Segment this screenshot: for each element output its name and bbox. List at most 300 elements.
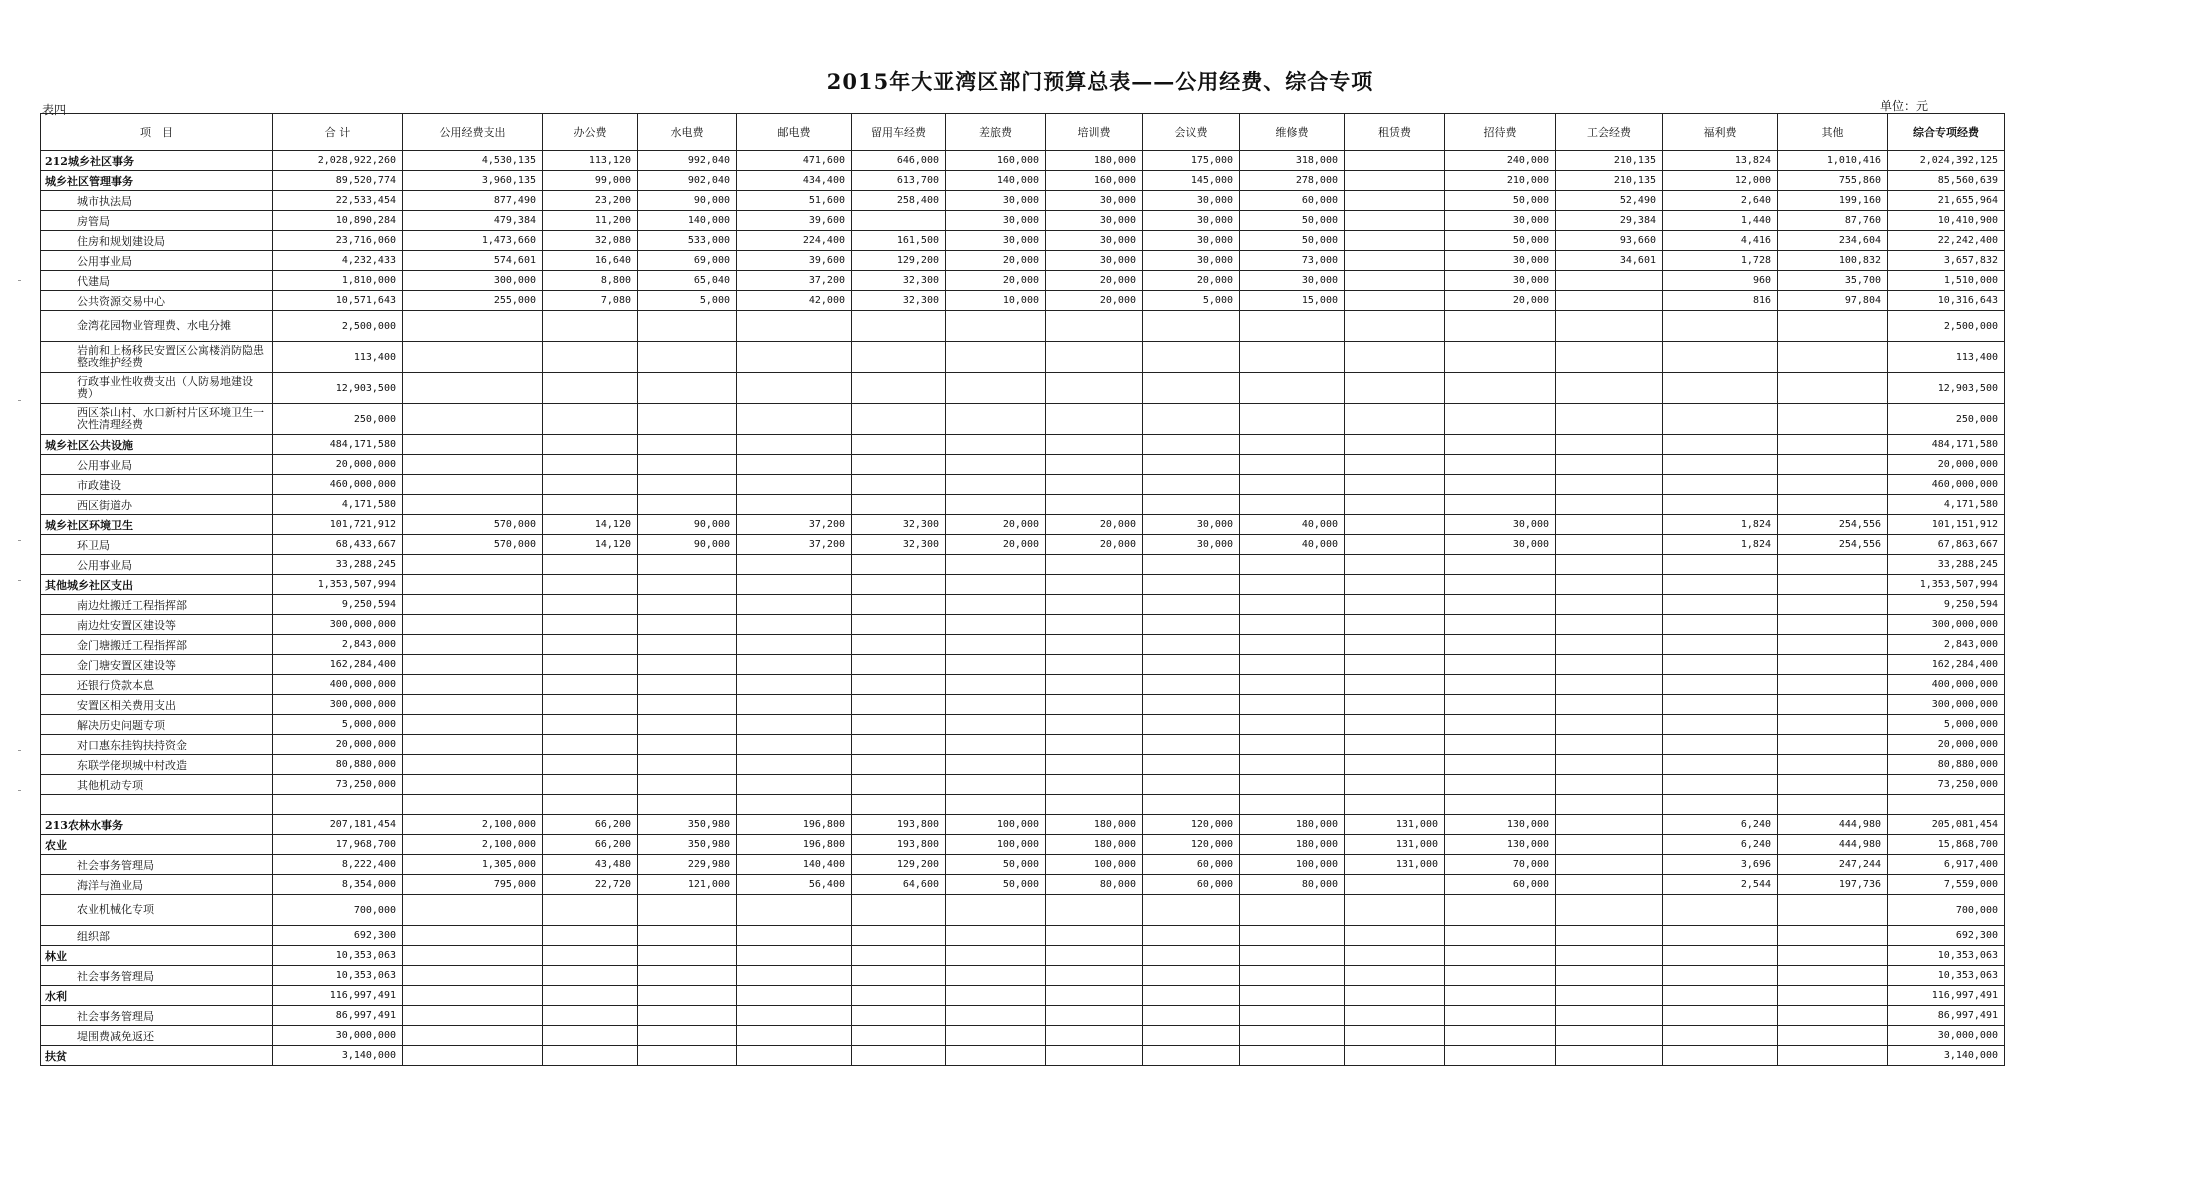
row-value-cell	[543, 1026, 638, 1046]
row-value-cell	[1663, 615, 1778, 635]
row-value-cell: 145,000	[1143, 171, 1240, 191]
row-value-cell: 101,721,912	[273, 515, 403, 535]
row-value-cell: 100,000	[946, 835, 1046, 855]
row-value-cell	[1556, 555, 1663, 575]
unit-label: 单位：元	[1880, 99, 1929, 113]
row-value-cell	[1345, 655, 1445, 675]
row-value-cell	[1556, 1046, 1663, 1066]
row-value-cell	[1345, 515, 1445, 535]
row-value-cell: 1,510,000	[1888, 271, 2005, 291]
row-value-cell: 700,000	[1888, 895, 2005, 926]
row-value-cell: 5,000	[638, 291, 737, 311]
row-value-cell	[1778, 373, 1888, 404]
row-value-cell	[1046, 635, 1143, 655]
row-value-cell: 30,000,000	[1888, 1026, 2005, 1046]
row-value-cell: 12,903,500	[273, 373, 403, 404]
row-value-cell	[638, 311, 737, 342]
row-item-name: 公用事业局	[41, 251, 273, 271]
row-value-cell	[1240, 1006, 1345, 1026]
row-value-cell: 180,000	[1240, 815, 1345, 835]
row-value-cell: 50,000	[1240, 231, 1345, 251]
row-value-cell: 73,250,000	[1888, 775, 2005, 795]
row-value-cell: 33,288,245	[273, 555, 403, 575]
row-value-cell: 2,100,000	[403, 835, 543, 855]
row-item-name: 解决历史问题专项	[41, 715, 273, 735]
row-value-cell	[543, 435, 638, 455]
table-row	[41, 735, 2005, 755]
row-value-cell	[1240, 675, 1345, 695]
row-value-cell	[543, 795, 638, 815]
row-value-cell	[737, 926, 852, 946]
row-item-name: 城乡社区环境卫生	[41, 515, 273, 535]
row-value-cell: 22,242,400	[1888, 231, 2005, 251]
row-value-cell: 30,000	[1143, 515, 1240, 535]
row-value-cell	[737, 675, 852, 695]
row-value-cell	[852, 986, 946, 1006]
row-value-cell	[852, 946, 946, 966]
row-value-cell	[403, 946, 543, 966]
table-row	[41, 986, 2005, 1006]
row-value-cell	[1445, 755, 1556, 775]
row-value-cell: 87,760	[1778, 211, 1888, 231]
row-value-cell: 37,200	[737, 271, 852, 291]
row-value-cell: 10,353,063	[273, 966, 403, 986]
row-value-cell	[852, 575, 946, 595]
row-value-cell: 66,200	[543, 835, 638, 855]
row-value-cell	[946, 1046, 1046, 1066]
row-value-cell	[1143, 795, 1240, 815]
row-value-cell: 100,832	[1778, 251, 1888, 271]
row-value-cell	[1663, 895, 1778, 926]
row-value-cell	[1345, 946, 1445, 966]
row-value-cell	[1240, 373, 1345, 404]
row-value-cell: 9,250,594	[1888, 595, 2005, 615]
column-header: 招待费	[1445, 114, 1556, 151]
row-value-cell	[737, 735, 852, 755]
row-value-cell: 50,000	[1445, 231, 1556, 251]
row-value-cell	[852, 475, 946, 495]
row-value-cell	[1240, 615, 1345, 635]
row-value-cell	[1345, 311, 1445, 342]
row-value-cell	[1240, 342, 1345, 373]
row-value-cell	[737, 435, 852, 455]
row-value-cell	[543, 926, 638, 946]
row-value-cell	[1345, 1046, 1445, 1066]
row-value-cell	[1778, 775, 1888, 795]
row-item-name: 环卫局	[41, 535, 273, 555]
row-value-cell	[1556, 695, 1663, 715]
row-value-cell	[1778, 695, 1888, 715]
row-value-cell	[1345, 535, 1445, 555]
row-value-cell: 5,000,000	[1888, 715, 2005, 735]
row-value-cell	[403, 795, 543, 815]
table-number-label: 表四	[42, 103, 67, 117]
row-value-cell: 20,000,000	[273, 455, 403, 475]
row-value-cell	[1663, 675, 1778, 695]
row-value-cell: 254,556	[1778, 535, 1888, 555]
row-value-cell: 56,400	[737, 875, 852, 895]
row-value-cell	[852, 1006, 946, 1026]
row-value-cell	[1445, 475, 1556, 495]
row-value-cell: 4,171,580	[1888, 495, 2005, 515]
row-value-cell	[543, 595, 638, 615]
row-value-cell	[403, 373, 543, 404]
table-row	[41, 715, 2005, 735]
row-value-cell: 692,300	[1888, 926, 2005, 946]
row-value-cell	[737, 311, 852, 342]
row-value-cell: 10,353,063	[1888, 946, 2005, 966]
row-value-cell: 12,903,500	[1888, 373, 2005, 404]
row-value-cell	[638, 615, 737, 635]
row-value-cell	[1046, 575, 1143, 595]
row-value-cell: 52,490	[1556, 191, 1663, 211]
table-row	[41, 535, 2005, 555]
row-value-cell: 130,000	[1445, 835, 1556, 855]
row-value-cell: 30,000	[946, 231, 1046, 251]
row-value-cell: 10,890,284	[273, 211, 403, 231]
row-value-cell: 300,000,000	[273, 695, 403, 715]
row-value-cell	[1345, 455, 1445, 475]
row-value-cell	[1240, 1046, 1345, 1066]
row-value-cell	[1240, 495, 1345, 515]
row-item-name: 公用事业局	[41, 455, 273, 475]
row-item-name: 对口惠东挂钩扶持资金	[41, 735, 273, 755]
table-row	[41, 675, 2005, 695]
row-value-cell	[946, 404, 1046, 435]
row-value-cell: 2,500,000	[1888, 311, 2005, 342]
row-value-cell	[946, 675, 1046, 695]
table-row	[41, 495, 2005, 515]
row-value-cell	[1240, 966, 1345, 986]
row-value-cell	[638, 946, 737, 966]
row-value-cell: 30,000	[1143, 191, 1240, 211]
row-value-cell: 1,824	[1663, 515, 1778, 535]
row-value-cell: 193,800	[852, 815, 946, 835]
row-value-cell	[1345, 775, 1445, 795]
row-value-cell: 574,601	[403, 251, 543, 271]
row-value-cell: 254,556	[1778, 515, 1888, 535]
row-value-cell	[1240, 595, 1345, 615]
row-value-cell: 479,384	[403, 211, 543, 231]
row-item-name: 南边灶安置区建设等	[41, 615, 273, 635]
table-row	[41, 1046, 2005, 1066]
row-value-cell	[1143, 311, 1240, 342]
row-value-cell: 234,604	[1778, 231, 1888, 251]
row-value-cell: 20,000,000	[1888, 455, 2005, 475]
row-value-cell: 17,968,700	[273, 835, 403, 855]
table-row	[41, 595, 2005, 615]
row-value-cell: 278,000	[1240, 171, 1345, 191]
row-value-cell	[1046, 404, 1143, 435]
row-value-cell	[946, 755, 1046, 775]
row-value-cell: 755,860	[1778, 171, 1888, 191]
row-value-cell: 29,384	[1556, 211, 1663, 231]
row-value-cell	[403, 695, 543, 715]
row-value-cell	[1345, 1026, 1445, 1046]
row-value-cell	[1345, 251, 1445, 271]
row-value-cell: 50,000	[1240, 211, 1345, 231]
row-value-cell	[946, 435, 1046, 455]
row-value-cell	[737, 715, 852, 735]
row-value-cell	[638, 775, 737, 795]
row-value-cell	[1143, 675, 1240, 695]
row-value-cell	[852, 795, 946, 815]
row-value-cell	[1445, 373, 1556, 404]
column-header: 工会经费	[1556, 114, 1663, 151]
row-value-cell	[1345, 495, 1445, 515]
row-value-cell	[1663, 775, 1778, 795]
row-value-cell	[1445, 735, 1556, 755]
row-value-cell: 66,200	[543, 815, 638, 835]
row-value-cell	[1240, 435, 1345, 455]
row-value-cell: 400,000,000	[1888, 675, 2005, 695]
row-value-cell	[1240, 986, 1345, 1006]
row-value-cell: 11,200	[543, 211, 638, 231]
row-value-cell: 120,000	[1143, 835, 1240, 855]
row-value-cell	[852, 926, 946, 946]
row-value-cell	[1556, 595, 1663, 615]
row-value-cell: 35,700	[1778, 271, 1888, 291]
row-value-cell: 22,533,454	[273, 191, 403, 211]
row-value-cell: 4,416	[1663, 231, 1778, 251]
row-value-cell	[638, 966, 737, 986]
row-value-cell	[1445, 695, 1556, 715]
row-value-cell: 30,000	[946, 191, 1046, 211]
document-title: 2015年大亚湾区部门预算总表——公用经费、综合专项	[826, 69, 1374, 94]
row-value-cell	[852, 495, 946, 515]
table-row	[41, 946, 2005, 966]
row-value-cell	[1240, 715, 1345, 735]
row-value-cell: 255,000	[403, 291, 543, 311]
table-body	[41, 151, 2005, 1066]
row-item-name: 212城乡社区事务	[41, 151, 273, 171]
row-item-name	[41, 795, 273, 815]
row-value-cell	[1778, 342, 1888, 373]
row-value-cell: 80,880,000	[273, 755, 403, 775]
row-value-cell: 4,232,433	[273, 251, 403, 271]
row-value-cell	[403, 966, 543, 986]
row-value-cell	[1046, 373, 1143, 404]
row-value-cell	[1556, 946, 1663, 966]
row-value-cell: 60,000	[1143, 855, 1240, 875]
row-value-cell: 193,800	[852, 835, 946, 855]
column-header: 综合专项经费	[1888, 114, 2005, 151]
row-value-cell: 23,716,060	[273, 231, 403, 251]
row-value-cell: 69,000	[638, 251, 737, 271]
row-value-cell	[946, 311, 1046, 342]
row-value-cell: 30,000	[1143, 231, 1240, 251]
row-value-cell: 300,000	[403, 271, 543, 291]
row-value-cell	[1345, 795, 1445, 815]
row-value-cell: 224,400	[737, 231, 852, 251]
row-value-cell	[1445, 715, 1556, 735]
row-value-cell	[737, 455, 852, 475]
row-item-name: 213农林水事务	[41, 815, 273, 835]
row-value-cell	[1556, 635, 1663, 655]
row-item-name: 农业机械化专项	[41, 895, 273, 926]
row-value-cell	[638, 735, 737, 755]
row-value-cell	[1345, 595, 1445, 615]
row-value-cell: 4,530,135	[403, 151, 543, 171]
row-value-cell: 2,640	[1663, 191, 1778, 211]
row-value-cell	[1778, 311, 1888, 342]
row-value-cell	[638, 475, 737, 495]
row-value-cell	[403, 675, 543, 695]
row-value-cell	[1663, 595, 1778, 615]
row-value-cell	[403, 635, 543, 655]
row-value-cell: 73,250,000	[273, 775, 403, 795]
row-value-cell	[946, 495, 1046, 515]
row-value-cell: 34,601	[1556, 251, 1663, 271]
row-value-cell: 160,000	[1046, 171, 1143, 191]
row-value-cell	[1556, 495, 1663, 515]
row-value-cell	[1663, 1026, 1778, 1046]
row-value-cell	[852, 775, 946, 795]
row-value-cell	[1445, 895, 1556, 926]
table-row	[41, 895, 2005, 926]
row-value-cell	[1556, 291, 1663, 311]
row-value-cell	[1143, 435, 1240, 455]
row-value-cell	[737, 755, 852, 775]
column-header: 项 目	[41, 114, 273, 151]
row-value-cell: 30,000	[1445, 515, 1556, 535]
table-row	[41, 875, 2005, 895]
row-value-cell: 86,997,491	[273, 1006, 403, 1026]
row-value-cell	[543, 735, 638, 755]
row-value-cell	[1556, 926, 1663, 946]
row-value-cell	[403, 575, 543, 595]
row-value-cell: 80,000	[1240, 875, 1345, 895]
row-item-name: 金湾花园物业管理费、水电分摊	[41, 311, 273, 342]
row-value-cell	[403, 715, 543, 735]
row-value-cell: 140,400	[737, 855, 852, 875]
row-value-cell: 240,000	[1445, 151, 1556, 171]
row-value-cell: 1,353,507,994	[1888, 575, 2005, 595]
row-value-cell: 40,000	[1240, 535, 1345, 555]
row-value-cell: 20,000,000	[273, 735, 403, 755]
row-value-cell	[1345, 575, 1445, 595]
row-value-cell: 20,000	[946, 515, 1046, 535]
row-value-cell	[543, 311, 638, 342]
row-value-cell	[1778, 926, 1888, 946]
row-value-cell	[543, 615, 638, 635]
row-value-cell	[946, 795, 1046, 815]
row-item-name: 市政建设	[41, 475, 273, 495]
row-value-cell	[1445, 404, 1556, 435]
row-value-cell	[1143, 404, 1240, 435]
row-value-cell: 93,660	[1556, 231, 1663, 251]
row-value-cell	[737, 695, 852, 715]
row-value-cell	[737, 1006, 852, 1026]
row-value-cell	[1778, 475, 1888, 495]
row-value-cell	[852, 211, 946, 231]
row-value-cell	[1663, 735, 1778, 755]
row-value-cell	[1778, 575, 1888, 595]
column-header: 培训费	[1046, 114, 1143, 151]
row-value-cell: 7,559,000	[1888, 875, 2005, 895]
row-value-cell: 5,000,000	[273, 715, 403, 735]
row-value-cell	[1556, 342, 1663, 373]
row-value-cell: 32,300	[852, 535, 946, 555]
table-header-row	[41, 114, 2005, 151]
row-value-cell	[543, 895, 638, 926]
row-item-name: 还银行贷款本息	[41, 675, 273, 695]
row-value-cell: 140,000	[946, 171, 1046, 191]
row-value-cell	[1663, 404, 1778, 435]
row-value-cell	[1556, 655, 1663, 675]
row-value-cell	[1240, 555, 1345, 575]
row-value-cell	[852, 715, 946, 735]
row-value-cell	[403, 1046, 543, 1066]
row-value-cell: 80,000	[1046, 875, 1143, 895]
row-value-cell	[1445, 635, 1556, 655]
row-value-cell	[1556, 815, 1663, 835]
row-value-cell	[403, 1006, 543, 1026]
row-value-cell	[946, 715, 1046, 735]
row-value-cell	[1663, 475, 1778, 495]
row-value-cell: 13,824	[1663, 151, 1778, 171]
row-value-cell	[946, 1026, 1046, 1046]
row-value-cell: 60,000	[1240, 191, 1345, 211]
row-value-cell: 205,081,454	[1888, 815, 2005, 835]
row-value-cell: 21,655,964	[1888, 191, 2005, 211]
row-value-cell: 207,181,454	[273, 815, 403, 835]
row-value-cell	[638, 895, 737, 926]
row-value-cell: 460,000,000	[273, 475, 403, 495]
row-value-cell	[1778, 966, 1888, 986]
row-item-name: 安置区相关费用支出	[41, 695, 273, 715]
row-value-cell	[1046, 986, 1143, 1006]
row-value-cell	[946, 575, 1046, 595]
row-value-cell	[1778, 795, 1888, 815]
row-value-cell	[1345, 191, 1445, 211]
row-value-cell	[1046, 715, 1143, 735]
row-value-cell	[1046, 895, 1143, 926]
row-value-cell: 20,000	[1445, 291, 1556, 311]
row-value-cell	[1240, 1026, 1345, 1046]
row-value-cell	[1046, 775, 1143, 795]
row-value-cell: 3,696	[1663, 855, 1778, 875]
row-item-name: 房管局	[41, 211, 273, 231]
row-value-cell: 60,000	[1143, 875, 1240, 895]
row-value-cell	[1556, 735, 1663, 755]
row-value-cell	[1445, 455, 1556, 475]
row-value-cell	[1345, 695, 1445, 715]
row-value-cell	[1663, 986, 1778, 1006]
row-value-cell	[852, 695, 946, 715]
row-value-cell	[852, 435, 946, 455]
row-value-cell: 6,240	[1663, 835, 1778, 855]
row-value-cell	[1345, 755, 1445, 775]
row-value-cell	[1143, 715, 1240, 735]
row-item-name: 代建局	[41, 271, 273, 291]
row-value-cell: 39,600	[737, 211, 852, 231]
row-value-cell: 162,284,400	[273, 655, 403, 675]
row-value-cell: 1,305,000	[403, 855, 543, 875]
row-value-cell	[543, 966, 638, 986]
row-item-name: 扶贫	[41, 1046, 273, 1066]
row-value-cell	[737, 342, 852, 373]
scan-edge-marks	[18, 280, 22, 800]
row-value-cell	[1345, 615, 1445, 635]
row-value-cell: 23,200	[543, 191, 638, 211]
table-row	[41, 575, 2005, 595]
row-value-cell	[1046, 495, 1143, 515]
row-value-cell: 10,316,643	[1888, 291, 2005, 311]
row-item-name: 西区茶山村、水口新村片区环境卫生一次性清理经费	[41, 404, 273, 435]
row-value-cell	[543, 775, 638, 795]
row-value-cell	[543, 635, 638, 655]
